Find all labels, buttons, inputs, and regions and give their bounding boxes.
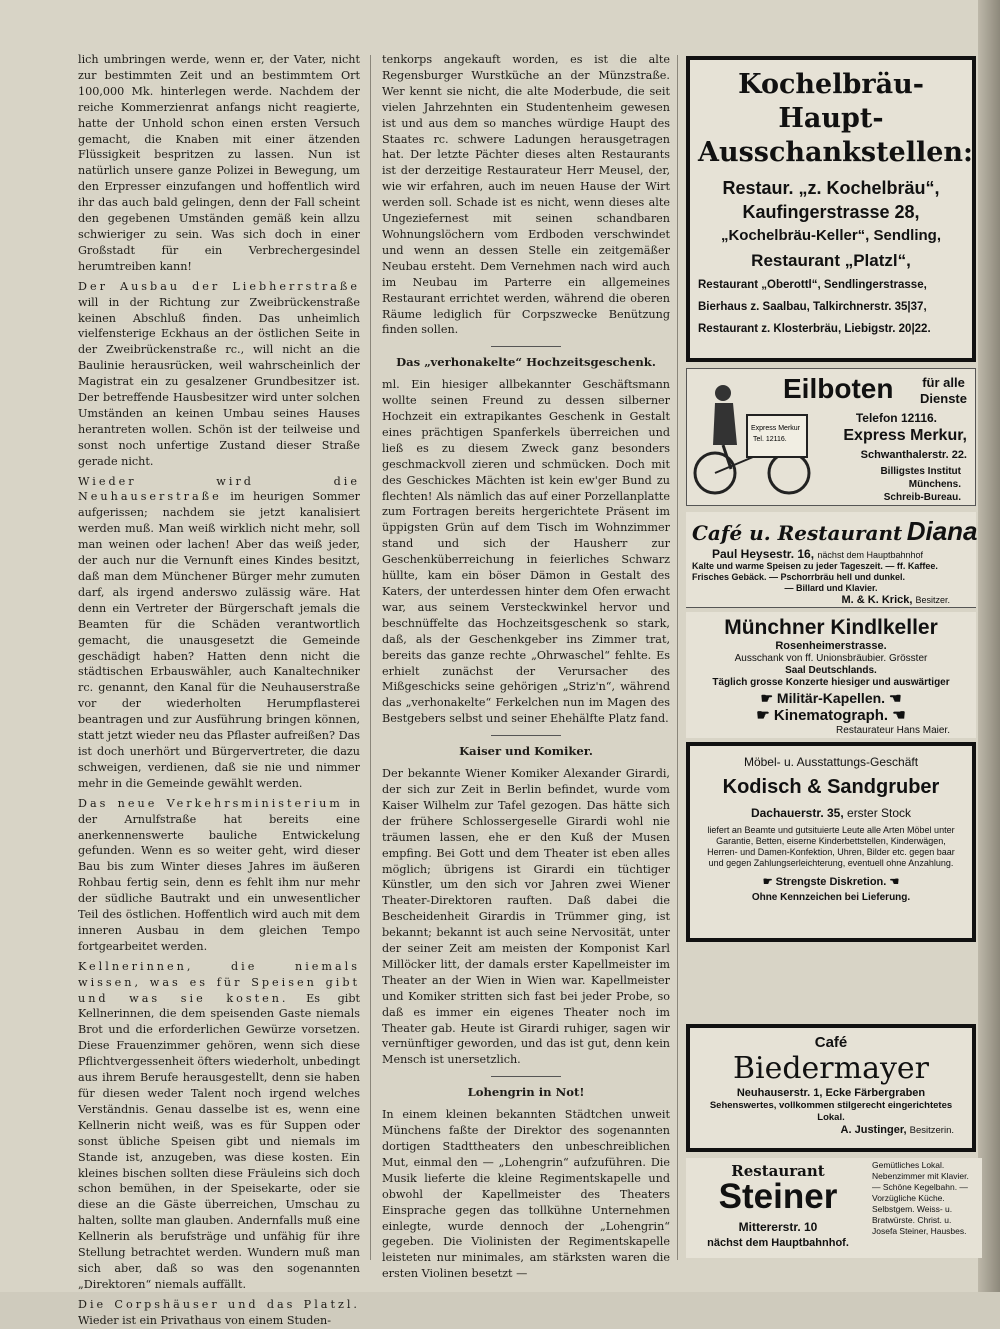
ad-title: Kochelbräu-Haupt- <box>738 69 924 134</box>
article-heading: Lohengrin in Not! <box>467 1085 585 1100</box>
section-separator <box>491 735 561 736</box>
ad-cafe-biedermayer: Café Biedermayer Neuhauserstr. 1, Ecke Färbergraben Sehenswertes, vollkommen stilgerecht eingerichtetes Lokal. A. Justinger, Besitzerin. <box>686 1024 976 1152</box>
ad-title: Biedermayer <box>732 1051 930 1086</box>
section-separator <box>491 346 561 347</box>
ad-line: nächst dem Hauptbahnhof. <box>707 1237 849 1249</box>
ad-line: ☛ Militär-Kapellen. ☚ <box>760 690 902 706</box>
ad-line: Ohne Kennzeichen bei Lieferung. <box>751 892 911 903</box>
ad-title: Steiner <box>718 1177 838 1216</box>
ad-line: Schwanthalerstr. 22. <box>860 449 967 461</box>
ad-restaurant-steiner <box>686 1158 982 1258</box>
ad-line: Restaurant z. Klosterbräu, Liebigstr. 20|22. <box>698 323 931 335</box>
cart-label: Express Merkur <box>751 425 801 432</box>
ad-kodisch-sandgruber: Möbel- u. Ausstattungs-Geschäft Kodisch & Sandgruber Dachauerstr. 35, erster Stock liefert an Beamte und gutsituierte Leute alle Arten Möbel unter Garantie, Betten, eiserne Kinderbettstellen, Kinderwägen, Herren- und Damen-Konfektion, Uhren, Bilder etc. gegen baar und gegen Zahlungserleichterung, eventuell ohne Anzahlung. ☛ Strengste Diskretion. ☚ Ohne Kennzeichen bei Lieferung. <box>686 742 976 942</box>
ad-line: Täglich grosse Konzerte hiesiger und auswärtiger <box>712 677 950 688</box>
ad-line: Restaurant <box>731 1162 825 1180</box>
paragraph: Die Corpshäuser und das Platzl. Wieder ist ein Privathaus von einem Studen- <box>78 1297 360 1327</box>
ad-line: Rosenheimerstrasse. <box>775 640 887 652</box>
ad-line: „Kochelbräu-Keller“, Sendling, <box>720 227 942 244</box>
paragraph: Wieder wird die Neuhauserstraße im heurigen Sommer aufgerissen; nachdem sie jetzt kanalisiert werden muß. Man weiß wirklich nicht mehr, soll man weinen oder lachen! Aber das weiß jeder, der auch nur die Vernunft eines Kindes besitzt, daß man dem Münchener Bürger mehr zumuten darf, als irgend anderswo zulässig wäre. Hat denn ein Vertreter der Bürgerschaft jemals die Beamten für die Schäden verantwortlich gemacht, die unausgesetzt die Gemeinde geschädigt haben? Hatten denn nicht die städtischen Erbauswähler, auch Kanaltechniker rc. genannt, den Kanal für die Neuhauserstraße vor der wiederholten Herumpflasterei beantragen und zur Ausführung bringen können, statt jetzt wieder neu das Pflaster aufreißen? Das ist doch unerhört und Bürgervertreter, die dazu schweigen, verdienen, daß sie nie und nimmer mehr in die Gemeinde gewählt werden. <box>78 474 360 790</box>
paragraph: lich umbringen werde, wenn er, der Vater, nicht zur bestimmten Zeit und an bestimmtem Ort 100,000 Mk. hinterlegen werde. Nachdem der reiche Kommerzienrat anfangs nicht reagierte, hatte der Unhold schon einen ersten Versuch gemacht, die Knaben mit einer ätzenden Flüssigkeit bespritzen zu lassen. Nun ist natürlich unsere ganze Polizei in Bewegung, um den Erpresser einzufangen und hoffentlich wird ihr das auch bald gelingen, denn der Fall scheint den gegebenen Umständen gemäß kein allzu schwieriger zu sein. Was sich doch in einer Großstadt für ein Verbrechergesindel herumtreiben kann! <box>78 53 360 273</box>
ad-notes: Gemütliches Lokal. Nebenzimmer mit Klavier. — Schöne Kegelbahn. — Vorzügliche Küche. Selbstgem. Weiss- u. Bratwürste. Christ. u. Josefa Steiner, Hausbes. <box>872 1160 969 1236</box>
ad-line: ☛ Strengste Diskretion. ☚ <box>762 876 900 888</box>
paragraph: Der bekannte Wiener Komiker Alexander Girardi, der sich zur Zeit in Berlin befindet, wurde vom Kaiser Wilhelm zur Tafel gezogen. Das hätte sich der frühere Schlossergeselle Girardi wohl nie träumen lassen, ehe er den Kuß der Musen empfing. Bei Gott und dem Theater ist eben alles möglich; übrigens ist Girardi ein tüchtiger Künstler, um den sich vor Jahren zwei Wiener Theater-Direktoren rauften. Daß dabei die Bescheidenheit Girardis in Trümmer ging, ist bekannt; bekannt ist auch seine Nervosität, unter der seiner Zeit am meisten der Komponist Karl Millöcker litt, der damals erster Kapellmeister im Theater an der Wien in Wien war. Kapellmeister und Komiker stritten sich fast bei jeder Probe, so daß es immer ein eigenes Theater noch im Theater gab. Heute ist Girardi ruhiger, sagen wir vernünftiger geworden, und das ist gut, denn kein Mensch ist unersetzlich. <box>382 767 670 1067</box>
paragraph-lead: Die Corpshäuser und das Platzl. <box>78 1297 360 1311</box>
paragraph-lead: Das neue Verkehrsministerium <box>78 796 343 810</box>
ad-title: Münchner Kindlkeller <box>724 616 938 639</box>
ad-title: Kodisch & Sandgruber <box>722 776 940 798</box>
ad-line: Restaurant „Platzl“, <box>751 251 911 270</box>
ad-line: ☛ Kinematograph. ☚ <box>756 707 906 724</box>
text-column-1 <box>78 52 360 1327</box>
column-divider <box>677 55 678 1260</box>
paragraph: Das neue Verkehrsministerium in der Arnulfstraße hat bereits eine anerkennenswerte bauliche Entwickelung gefunden. Wenn es so weiter geht, wird dieser Bau bis zum Winter dieses Jahres im äußeren Rohbau fertig sein, denn es fehlt ihm nur mehr der südliche Bautrakt und ein unwesentlicher Teil des östlichen. Hoffentlich wird auch mit dem inneren Ausbau in dem gleichen Tempo fortgearbeitet werden. <box>78 796 360 953</box>
ad-line: — Billard und Klavier. <box>784 583 878 593</box>
ad-kochelbraeu <box>686 56 976 362</box>
ad-line: Saal Deutschlands. <box>785 665 877 676</box>
column-divider <box>370 55 371 1260</box>
paragraph: In einem kleinen bekannten Städtchen unweit Münchens faßte der Direktor des sogenannten dortigen Stadttheaters den unbeschreiblichen Mut, einmal den — „Lohengrin“ aufzuführen. Die Musik lieferte die kleine Regimentskapelle und obwohl der Kapellmeister des Theaters Einsprache gegen das tollkühne Unternehmen einlegte, wurde dennoch der „Lohengrin“ gegeben. Die Violinisten der Regimentskapelle leisteten nur minimales, am stärksten waren die ersten Violinen besetzt — <box>382 1108 670 1281</box>
article-heading: Kaiser und Komiker. <box>459 744 593 759</box>
cart-label: Tel. 12116. <box>753 436 787 443</box>
paragraph-lead: Der Ausbau der Liebherrstraße <box>78 279 360 293</box>
paragraph-lead: Kellnerinnen, die niemals wissen, was es für Speisen gibt und was sie kosten. <box>78 959 360 1005</box>
paragraph: ml. Ein hiesiger allbekannter Geschäftsmann wollte seinen Freund zu dessen silberner Hochzeit ein extrapikantes Geschenk in Gestalt eines prächtigen Spanferkels überreichen und ließ es zu diesem Zweck ganz besonders geschmackvoll zieren und schmücken. Doch mit des Geschickes Mächten ist kein ew'ger Bund zu flechten! Als nämlich das auf einer Porzellanplatte zum Fortragen bereits hergerichtete Präsent im üppigsten Grün auf dem Tisch im Wohnzimmer stand und sich der Hausherr zur Geschenküberreichung in feierliches Schwarz hüllte, kam ein böser Dämon in Gestalt des Katers, der unterdessen hinter dem Ofen erwacht war, aus seinem Versteckwinkel hervor und beschnüffelte das Hochzeitsgeschenk so stark, daß, als der Geschenkgeber ins Zimmer trat, bereits das ganze rechte „Ohrwaschel“ fehlte. Es erhielt zunächst der Verursacher des Mißgeschicks seine gehörigen „Striz'n“, während das „verhonakelte“ Ferkelchen nun im Magen des Bestgebers selbst und seiner Ehehälfte Platz fand. <box>382 378 670 726</box>
ad-cafe-diana: Café u. Restaurant Diana Paul Heysestr. 16, nächst dem Hauptbahnhof Kalte und warme Speisen zu jeder Tageszeit. — ff. Kaffee. Frisches Gebäck. — Pschorrbräu hell und dunkel. — Billard und Klavier. M. & K. Krick, Besitzer. <box>686 512 976 608</box>
ad-line: Restaurant „Oberottl“, Sendlingerstrasse, <box>698 279 927 291</box>
section-separator <box>491 1076 561 1077</box>
ad-notes: Billigstes Institut Münchens. Schreib-Bureau. <box>880 466 961 503</box>
article-heading: Das „verhonakelte“ Hochzeitsgeschenk. <box>396 355 656 370</box>
ad-line: Ausschank von ff. Unionsbräubier. Grösster <box>734 653 928 664</box>
ad-eilboten <box>686 368 976 506</box>
ad-line: liefert an Beamte und gutsituierte Leute alle Arten Möbel unter Garantie, Betten, eiserne Kinderbettstellen, Kinderwägen, Herren- und Damen-Konfektion, Uhren, Bilder etc. gegen baar und gegen Zahlungserleichterung, eventuell ohne Anzahlung. <box>707 825 955 868</box>
ad-line: Sehenswertes, vollkommen stilgerecht eingerichtetes Lokal. <box>709 1100 953 1123</box>
ad-line: Restaur. „z. Kochelbräu“, <box>722 178 940 198</box>
ad-line: Möbel- u. Ausstattungs-Geschäft <box>743 755 919 769</box>
paragraph-lead: Wieder wird die Neuhauserstraße <box>78 474 360 504</box>
ad-title: Eilboten <box>783 373 894 404</box>
ad-line: Bierhaus z. Saalbau, Talkirchnerstr. 35|37, <box>698 301 927 313</box>
paragraph: tenkorps angekauft worden, es ist die alte Regensburger Wurstküche an der Münzstraße. Wer kennt sie nicht, die alte Moderbude, die seit vielen Jahrzehnten ein Studentenheim gewesen ist und aus dem so manches würdige Haupt des Staates rc. schwere Ladungen herausgetragen hat. Der letzte Pächter dieses alten Restaurants ist der derzeitige Restaurateur Herr Meusel, der, wie wir erfahren, auch im neuen Hause der Wirt werden soll. Schade ist es nicht, wenn dieses alte Ungeziefernest mit seinen schandbaren Wohnungslöchern vom Erdboden verschwindet und wenn an dessen Stelle ein zeitgemäßer Neubau ersteht. Dem Vernehmen nach wird auch im Neubau im Parterre ein allgemeines Restaurant errichtet werden, während die oberen Räume lediglich für Corpszwecke Benützung finden sollen. <box>382 53 670 337</box>
paragraph: Der Ausbau der Liebherrstraße will in der Richtung zur Zweibrückenstraße keinen Abschluß finden. Das unheimlich vielfensterige Eckhaus an der östlichen Seite in der Zweibrückenstraße rc., will nicht an die Baulinie herausrücken, weil wahrscheinlich der Magistrat ein zu gesalzener Grundbesitzer ist. Der betreffende Hausbesitzer wird unter solchen Umständen an keinen Umbau seines Hauses herantreten wollen. Schön ist der teilweise und sonst noch unfertige Zustand dieser Straße gerade nicht. <box>78 279 360 468</box>
ad-kindlkeller <box>686 612 976 738</box>
ad-line: Neuhauserstr. 1, Ecke Färbergraben <box>736 1087 926 1099</box>
ad-line: Mittererstr. 10 <box>738 1220 818 1234</box>
ad-line: Express Merkur, <box>843 427 967 444</box>
ad-line: Kalte und warme Speisen zu jeder Tageszeit. — ff. Kaffee. <box>692 561 938 571</box>
paragraph: Kellnerinnen, die niemals wissen, was es für Speisen gibt und was sie kosten. Es gibt Kellnerinnen, die dem speisenden Gaste niemals Brot und die erforderlichen Gewürze vorsetzen. Diese Frauenzimmer gehören, wenn sich diese Pflichtvergessenheit öfters wiederholt, unbedingt aus ihrem Berufe herausgestellt, denn sie haben für diesen weder Talent noch irgend welches Verständnis. Genau dasselbe ist es, wenn eine Kellnerin nicht weiß, was es für Suppen oder sonst übliche Speisen gibt und niemals im Stande ist, anzugeben, was diese kosten. Ein kleines bischen sollten diese Fräuleins sich doch schon bemühen, in der Speisekarte, oder sie diese an die Gäste überreichen, Umschau zu halten, sollte man glauben. Andernfalls muß eine Kellnerin als berufsträge und unfähig für ihre Stellung betrachtet werden. Wundern muß man sich aber, daß so was den sogenannten „Direktoren“ niemals auffällt. <box>78 959 360 1291</box>
ad-line: Café <box>814 1034 848 1051</box>
ad-tagline: für alle Dienste <box>920 375 967 406</box>
ad-title: Café u. Restaurant Diana <box>692 516 978 546</box>
ad-line: Kaufingerstrasse 28, <box>742 202 920 222</box>
ad-title: Ausschankstellen: <box>698 137 974 168</box>
page-binding-shadow <box>978 0 1000 1292</box>
ad-line: Restaurateur Hans Maier. <box>836 725 950 736</box>
text-column-2 <box>382 52 670 1281</box>
ad-line: Telefon 12116. <box>855 411 937 425</box>
ad-line: Frisches Gebäck. — Pschorrbräu hell und dunkel. <box>692 572 906 582</box>
